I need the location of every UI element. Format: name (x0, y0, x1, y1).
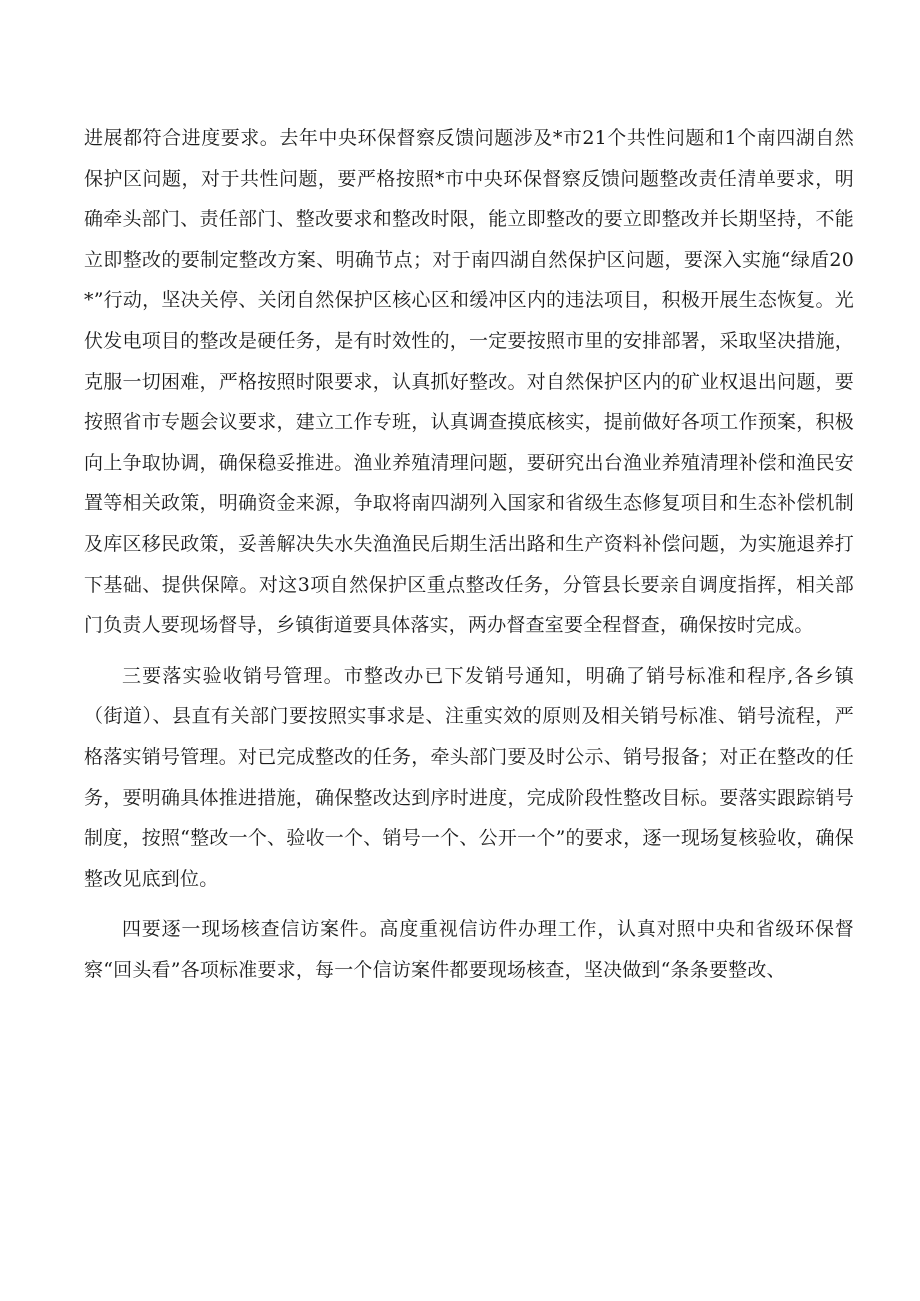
document-body (84, 118, 854, 990)
paragraph-petition-verification: 四要逐一现场核查信访案件。高度重视信访件办理工作，认真对照中央和省级环保督察“回头看”各项标准要求，每一个信访案件都要现场核查，坚决做到“条条要整改、 (84, 918, 854, 981)
paragraph-acceptance-management: 三要落实验收销号管理。市整改办已下发销号通知，明确了销号标准和程序,各乡镇（街道）、县直有关部门要按照实事求是、注重实效的原则及相关销号标准、销号流程，严格落实销号管理。对已完成整改的任务，牵头部门要及时公示、销号报备；对正在整改的任务，要明确具体推进措施，确保整改达到序时进度，完成阶段性整改目标。要落实跟踪销号制度，按照“整改一个、验收一个、销号一个、公开一个”的要求，逐一现场复核验收，确保整改见底到位。 (84, 664, 854, 890)
paragraph-continuation: 进展都符合进度要求。去年中央环保督察反馈问题涉及*市21个共性问题和1个南四湖自然保护区问题，对于共性问题，要严格按照*市中央环保督察反馈问题整改责任清单要求，明确牵头部门、责任部门、整改要求和整改时限，能立即整改的要立即整改并长期坚持，不能立即整改的要制定整改方案、明确节点；对于南四湖自然保护区问题，要深入实施“绿盾20*”行动，坚决关停、关闭自然保护区核心区和缓冲区内的违法项目，积极开展生态恢复。光伏发电项目的整改是硬任务，是有时效性的，一定要按照市里的安排部署，采取坚决措施，克服一切困难，严格按照时限要求，认真抓好整改。对自然保护区内的矿业权退出问题，要按照省市专题会议要求，建立工作专班，认真调查摸底核实，提前做好各项工作预案，积极向上争取协调，确保稳妥推进。渔业养殖清理问题，要研究出台渔业养殖清理补偿和渔民安置等相关政策，明确资金来源，争取将南四湖列入国家和省级生态修复项目和生态补偿机制及库区移民政策，妥善解决失水失渔渔民后期生活出路和生产资料补偿问题，为实施退养打下基础、提供保障。对这3项自然保护区重点整改任务，分管县长要亲自调度指挥，相关部门负责人要现场督导，乡镇街道要具体落实，两办督查室要全程督查，确保按时完成。 (84, 127, 854, 637)
